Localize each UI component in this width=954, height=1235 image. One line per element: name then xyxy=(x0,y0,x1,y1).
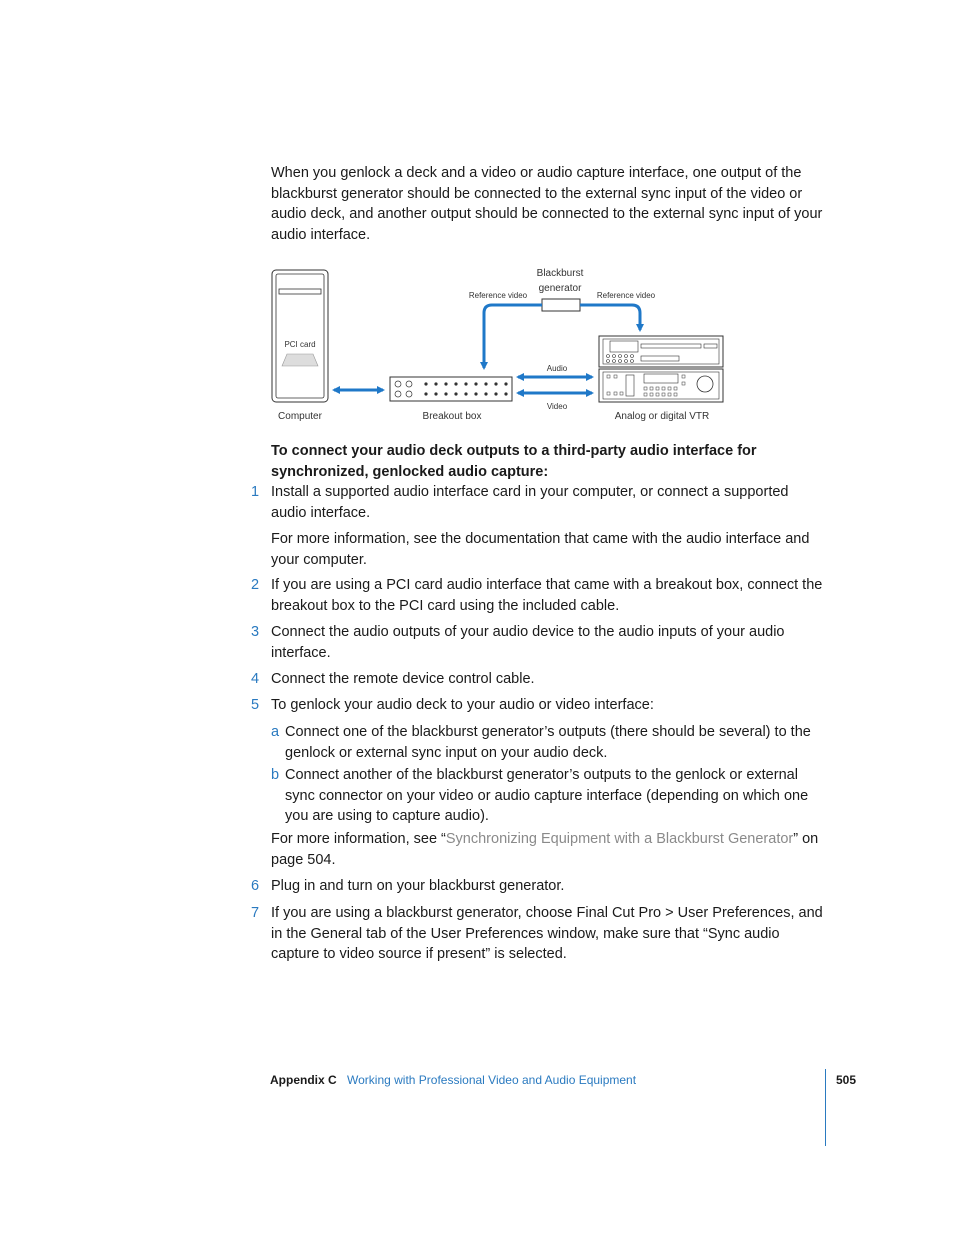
footer-appendix: Appendix C xyxy=(270,1073,337,1087)
step-text: If you are using a PCI card audio interface that came with a breakout box, connect the breakout box to the PCI card using the included cable. xyxy=(271,577,823,614)
pci-card-label: PCI card xyxy=(284,340,316,349)
computer-tower xyxy=(272,270,328,402)
step-number: 2 xyxy=(251,577,260,593)
substep-letter: a xyxy=(271,724,280,740)
step-text: Install a supported audio interface card in your computer, or connect a supported audio interface. xyxy=(271,484,789,521)
ref-video-right-label: Reference video xyxy=(596,291,656,300)
audio-label: Audio xyxy=(546,364,568,373)
diagram-svg xyxy=(268,262,738,430)
breakout-box-label: Breakout box xyxy=(422,411,482,422)
substep-text: Connect one of the blackburst generator’s outputs (there should be several) to the genlock or external sync input on your audio deck. xyxy=(285,724,811,761)
step-number: 1 xyxy=(251,484,260,500)
vtr-deck xyxy=(599,336,723,402)
connection-diagram xyxy=(268,262,738,430)
step-number: 4 xyxy=(251,671,260,687)
step-number: 3 xyxy=(251,624,260,640)
vtr-label: Analog or digital VTR xyxy=(614,411,710,422)
computer-label: Computer xyxy=(278,411,322,422)
substep-letter: b xyxy=(271,767,280,783)
footer-chapter-title: Working with Professional Video and Audio Equipment xyxy=(347,1073,637,1087)
step-text: Connect the remote device control cable. xyxy=(271,671,535,687)
more-info xyxy=(271,829,826,870)
more-info-prefix: For more information, see “ xyxy=(271,831,446,847)
step-number: 5 xyxy=(251,697,260,713)
step-text: Plug in and turn on your blackburst generator. xyxy=(271,878,565,894)
ref-video-left-label: Reference video xyxy=(468,291,528,300)
video-label: Video xyxy=(546,402,568,411)
step-text: If you are using a blackburst generator, choose Final Cut Pro > User Preferences, and in the General tab of the User Preferences window, make sure that “Sync audio capture to video source if present” is selected. xyxy=(271,905,823,962)
breakout-box xyxy=(390,377,512,401)
intro-paragraph: When you genlock a deck and a video or audio capture interface, one output of the blackburst generator should be connected to the external sync input of the video or audio deck, and another output should be connected to the external sync input of your audio interface. xyxy=(271,165,823,243)
blackburst-generator xyxy=(542,299,580,311)
step-text: To genlock your audio deck to your audio or video interface: xyxy=(271,697,654,713)
footer-divider xyxy=(825,1069,826,1146)
more-info-suffix: ” on page 504. xyxy=(271,831,819,868)
step-number: 6 xyxy=(251,878,260,894)
page-number: 505 xyxy=(836,1073,857,1087)
blackburst-label-2: generator xyxy=(538,283,582,294)
blackburst-label-1: Blackburst xyxy=(536,268,584,279)
substep-text: Connect another of the blackburst generator’s outputs to the genlock or external sync connector on your video or audio capture interface (depending on which one you are using to capture audio). xyxy=(285,767,809,824)
cross-reference-link[interactable]: Synchronizing Equipment with a Blackburst Generator xyxy=(445,831,794,847)
step-text: Connect the audio outputs of your audio device to the audio inputs of your audio interface. xyxy=(271,624,785,661)
procedure-heading: To connect your audio deck outputs to a third-party audio interface for synchronized, genlocked audio capture: xyxy=(271,443,757,480)
step-note: For more information, see the documentation that came with the audio interface and your computer. xyxy=(271,531,810,568)
step-number: 7 xyxy=(251,905,260,921)
